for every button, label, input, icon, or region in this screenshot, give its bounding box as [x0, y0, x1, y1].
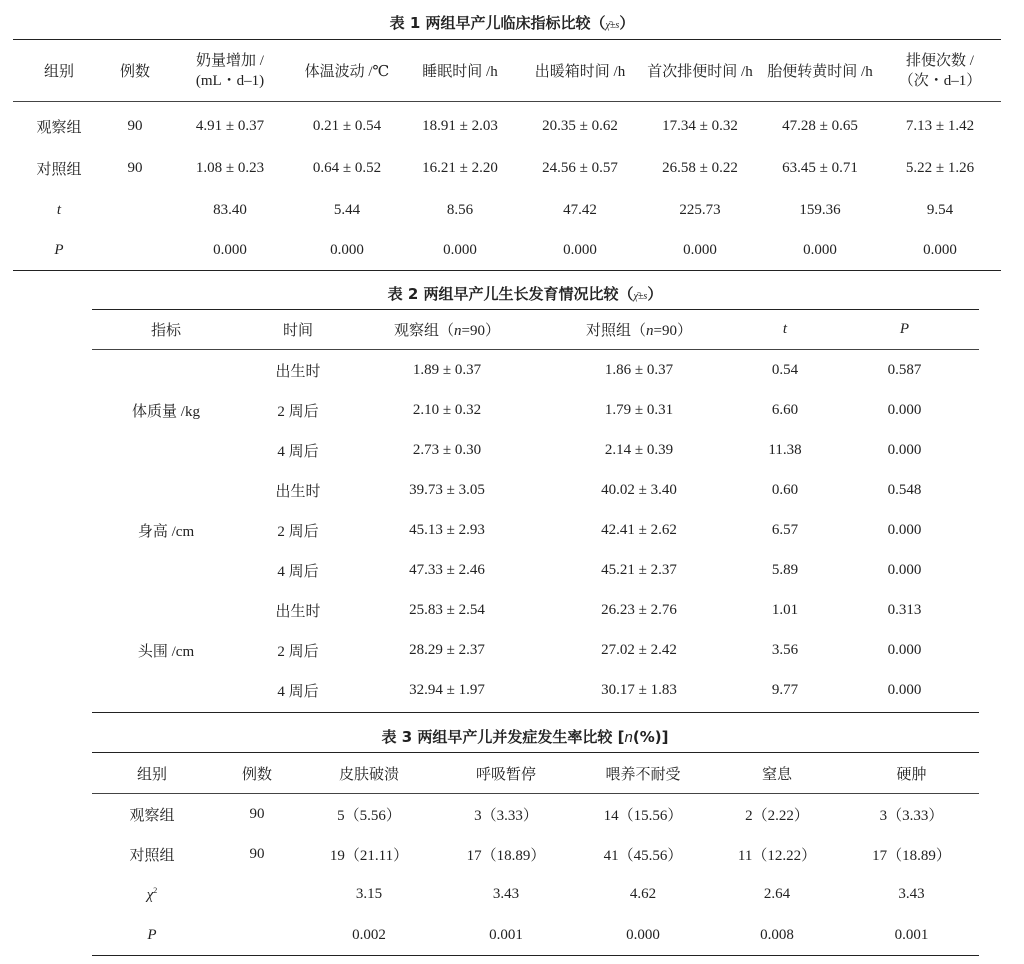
table3-header-skin: 皮肤破溃 — [338, 766, 399, 783]
table2-cell: 5.89 — [771, 561, 799, 578]
table1-cell: 8.56 — [446, 201, 474, 218]
table2-header-observation-count: =90） — [461, 323, 500, 339]
table-row — [92, 350, 979, 390]
table3-cell: 3.15 — [355, 886, 383, 902]
table1-head-rule — [13, 101, 1001, 102]
table2-cell: 出生时 — [275, 363, 321, 380]
table1-header-group: 组别 — [43, 64, 74, 80]
table1-header-count: 例数 — [119, 64, 150, 80]
table1-cell: 47.28 ± 0.65 — [782, 117, 858, 134]
table3-cell: 14（15.56） — [603, 807, 683, 824]
table3-cell: 17（18.89） — [466, 847, 546, 864]
table1-header-stool-freq-line2: （次・d–1） — [898, 72, 982, 89]
table1-cell: 24.56 ± 0.57 — [542, 159, 618, 176]
table3-body — [92, 794, 979, 955]
table1-cell: 90 — [127, 159, 143, 176]
table2-caption-end: ） — [647, 285, 663, 303]
table2-cell: 1.79 ± 0.31 — [604, 401, 674, 418]
table1-cell: 18.91 ± 2.03 — [422, 117, 498, 134]
table2-cell: 4 周后 — [277, 683, 319, 700]
table2-header-observation — [356, 310, 538, 349]
table2-header-observation-text: 观察组（ — [394, 323, 455, 339]
table3-cell: 19（21.11） — [329, 847, 409, 864]
table2-cell: 9.77 — [771, 681, 799, 698]
table3-cell: 11（12.22） — [737, 847, 817, 864]
table2-group-label: 身高 /cm — [137, 523, 195, 540]
table2-cell: 28.29 ± 2.37 — [409, 641, 485, 658]
table2-cell: 32.94 ± 1.97 — [409, 681, 485, 698]
table1-cell: 0.000 — [683, 241, 717, 258]
table1-header-sleep: 睡眠时间 /h — [422, 64, 498, 80]
table2-cell: 3.56 — [771, 641, 799, 658]
table2-caption-stat: χ̄±s — [633, 291, 648, 302]
table3-row-label: P — [147, 926, 157, 943]
table2-cell: 42.41 ± 2.62 — [601, 521, 677, 538]
table1-header-milk-line1: 奶量增加 / — [196, 52, 264, 69]
table1-row-label: 对照组 — [36, 161, 82, 178]
table2-cell: 出生时 — [275, 603, 321, 620]
table1-cell: 7.13 ± 1.42 — [905, 117, 975, 134]
table2-cell: 0.000 — [887, 641, 922, 658]
table2-cell: 39.73 ± 3.05 — [409, 481, 485, 498]
table2-cell: 1.89 ± 0.37 — [412, 361, 482, 378]
table2-cell: 27.02 ± 2.42 — [601, 641, 677, 658]
table-row — [92, 834, 979, 874]
table3-cell: 90 — [249, 805, 265, 822]
table1-cell: 0.64 ± 0.52 — [312, 159, 382, 176]
table-row — [13, 106, 1001, 146]
table3-row-label: 对照组 — [129, 847, 175, 864]
table1-cell: 17.34 ± 0.32 — [662, 117, 738, 134]
table3-header-group: 组别 — [136, 766, 167, 783]
table1-cell: 0.000 — [330, 241, 364, 258]
table2-cell: 0.000 — [887, 521, 922, 538]
table2-cell: 2.73 ± 0.30 — [412, 441, 482, 458]
table3-cell — [212, 915, 302, 955]
table2-cell: 2.10 ± 0.32 — [412, 401, 482, 418]
table2-header-control-n: n — [646, 323, 654, 339]
table3-header-apnea: 呼吸暂停 — [475, 766, 536, 783]
table2-header-indicator: 指标 — [150, 323, 181, 339]
table1-cell: 26.58 ± 0.22 — [662, 159, 738, 176]
table3-caption-n: n — [624, 729, 633, 746]
table1-header-temp: 体温波动 /℃ — [304, 64, 390, 80]
table1-cell: 159.36 — [799, 201, 841, 218]
table-row — [92, 590, 979, 630]
table2-cell: 45.21 ± 2.37 — [601, 561, 677, 578]
table2-header-time: 时间 — [282, 323, 313, 339]
table-row — [13, 190, 1001, 230]
table3-cell: 3.43 — [898, 886, 925, 902]
table1-cell: 20.35 ± 0.62 — [542, 117, 618, 134]
table2-cell: 2.14 ± 0.39 — [604, 441, 674, 458]
table3-cell: 0.000 — [626, 926, 660, 943]
table2-cell: 30.17 ± 1.83 — [601, 681, 677, 698]
table3-cell: 3（3.33） — [879, 807, 944, 824]
table2-cell: 0.587 — [887, 361, 922, 378]
table2-header-p: P — [899, 321, 910, 337]
table2-header — [92, 310, 979, 349]
table2-cell: 出生时 — [275, 483, 321, 500]
table2-bottom-rule — [92, 712, 979, 713]
table3-cell: 0.001 — [489, 926, 523, 943]
table3-chi-superscript: 2 — [153, 885, 158, 895]
table1-row-label: 观察组 — [36, 119, 82, 136]
table3-cell: 5（5.56） — [337, 807, 401, 824]
table2-cell: 6.60 — [771, 401, 799, 418]
table1-header-stool-freq-line1: 排便次数 / — [906, 52, 974, 69]
table1-header-incubator: 出暖箱时间 /h — [534, 64, 626, 80]
table3-cell: 4.62 — [629, 886, 657, 902]
table2-header-control-text: 对照组（ — [586, 323, 647, 339]
table3-bottom-rule — [92, 955, 979, 956]
table2-cell: 26.23 ± 2.76 — [601, 601, 677, 618]
table2-header-t: t — [782, 321, 788, 337]
table3-cell: 2（2.22） — [745, 807, 809, 824]
table1-cell: 225.73 — [679, 201, 721, 218]
table3-cell: 41（45.56） — [603, 847, 683, 864]
table2-group-label: 头围 /cm — [137, 643, 195, 660]
table1-cell: 47.42 — [563, 201, 597, 218]
table2-group-label: 体质量 /kg — [132, 403, 200, 420]
table2-cell: 4 周后 — [277, 443, 319, 460]
table2-body — [92, 350, 979, 710]
table3-cell: 3（3.33） — [474, 807, 538, 824]
table2-cell: 0.000 — [887, 441, 922, 458]
table1-cell: 0.000 — [803, 241, 837, 258]
table1-cell: 63.45 ± 0.71 — [782, 159, 858, 176]
table2-cell: 0.548 — [887, 481, 922, 498]
table1-header — [13, 40, 1001, 101]
table1-cell: 5.44 — [333, 201, 361, 218]
table2-cell: 0.313 — [887, 601, 922, 618]
table2-cell: 1.01 — [771, 601, 799, 618]
table3-row-label-chi — [92, 874, 212, 915]
table3-header-sclerema: 硬肿 — [896, 766, 927, 783]
table1-cell: 83.40 — [213, 201, 247, 218]
table3-caption-text: 表 3 两组早产儿并发症发生率比较 [ — [381, 728, 625, 746]
table-row — [13, 230, 1001, 270]
table1-caption-end: ） — [619, 14, 635, 32]
table2-header-control — [538, 310, 740, 349]
table1-row-label: t — [56, 201, 62, 218]
table3-cell: 0.008 — [760, 926, 794, 943]
table1-cell — [105, 230, 165, 270]
table1-cell: 4.91 ± 0.37 — [195, 117, 265, 134]
table3-cell: 0.002 — [352, 926, 386, 943]
table3-chi-symbol: χ — [146, 886, 154, 903]
table1-cell — [105, 190, 165, 230]
table2-cell: 2 周后 — [277, 643, 319, 660]
table2-cell: 2 周后 — [277, 523, 319, 540]
table2-caption — [13, 284, 1024, 307]
table2-cell: 0.000 — [887, 681, 922, 698]
table-row — [92, 794, 979, 834]
table1-caption-text: 表 1 两组早产儿临床指标比较（ — [389, 14, 606, 32]
table2-header-observation-n: n — [454, 323, 462, 339]
table2-cell: 11.38 — [768, 441, 802, 458]
table1-cell: 90 — [127, 117, 143, 134]
table2-cell: 0.000 — [887, 401, 922, 418]
table1-cell: 0.000 — [563, 241, 597, 258]
table2-cell: 0.000 — [887, 561, 922, 578]
table2-cell: 40.02 ± 3.40 — [601, 481, 677, 498]
table3-caption-end: (%)] — [632, 728, 669, 746]
table1-cell: 9.54 — [926, 201, 954, 218]
table2-cell: 0.60 — [771, 481, 799, 498]
table1-cell: 1.08 ± 0.23 — [195, 159, 265, 176]
table1-header-milk-line2: (mL・d–1) — [195, 72, 265, 89]
table2-cell: 1.86 ± 0.37 — [604, 361, 674, 378]
table3-cell — [212, 874, 302, 915]
table3-header — [92, 753, 979, 793]
table-row — [92, 915, 979, 955]
table2-cell: 45.13 ± 2.93 — [409, 521, 485, 538]
table1-body — [13, 106, 1001, 270]
table3-header-asphyxia: 窒息 — [761, 766, 792, 783]
table1-header-stool-freq — [879, 40, 1001, 101]
table1-cell: 0.000 — [923, 241, 957, 258]
table1-caption — [0, 13, 1024, 36]
table1-cell: 5.22 ± 1.26 — [905, 159, 975, 176]
table2-cell: 0.54 — [771, 361, 799, 378]
table3-cell: 2.64 — [763, 886, 791, 902]
table3-header-feeding: 喂养不耐受 — [605, 766, 681, 783]
table1-header-first-stool: 首次排便时间 /h — [647, 64, 753, 80]
table3-cell: 3.43 — [492, 886, 520, 902]
table3-row-label: 观察组 — [129, 807, 175, 824]
table-row — [92, 874, 979, 915]
table1-header-meconium: 胎便转黄时间 /h — [767, 64, 873, 80]
table2-header-control-count: =90） — [653, 323, 692, 339]
table-row — [13, 146, 1001, 190]
table2-cell: 2 周后 — [277, 403, 319, 420]
table1-cell: 0.21 ± 0.54 — [312, 117, 382, 134]
table1-header-milk — [165, 40, 295, 101]
table1-caption-stat: χ̄±s — [605, 20, 620, 31]
table1-bottom-rule — [13, 270, 1001, 271]
table2-cell: 6.57 — [771, 521, 799, 538]
table3-header-count: 例数 — [241, 766, 272, 783]
table1-row-label: P — [54, 241, 64, 258]
table1-cell: 0.000 — [213, 241, 247, 258]
table2-cell: 25.83 ± 2.54 — [409, 601, 485, 618]
table-row — [92, 470, 979, 510]
table3-caption — [13, 727, 1024, 748]
table3-cell: 90 — [249, 845, 265, 862]
table2-cell: 47.33 ± 2.46 — [409, 561, 485, 578]
table2-cell: 4 周后 — [277, 563, 319, 580]
table2-caption-text: 表 2 两组早产儿生长发育情况比较（ — [387, 285, 634, 303]
table1-cell: 0.000 — [443, 241, 477, 258]
table3-cell: 0.001 — [894, 926, 929, 943]
table1-cell: 16.21 ± 2.20 — [422, 159, 498, 176]
table3-cell: 17（18.89） — [872, 847, 951, 864]
